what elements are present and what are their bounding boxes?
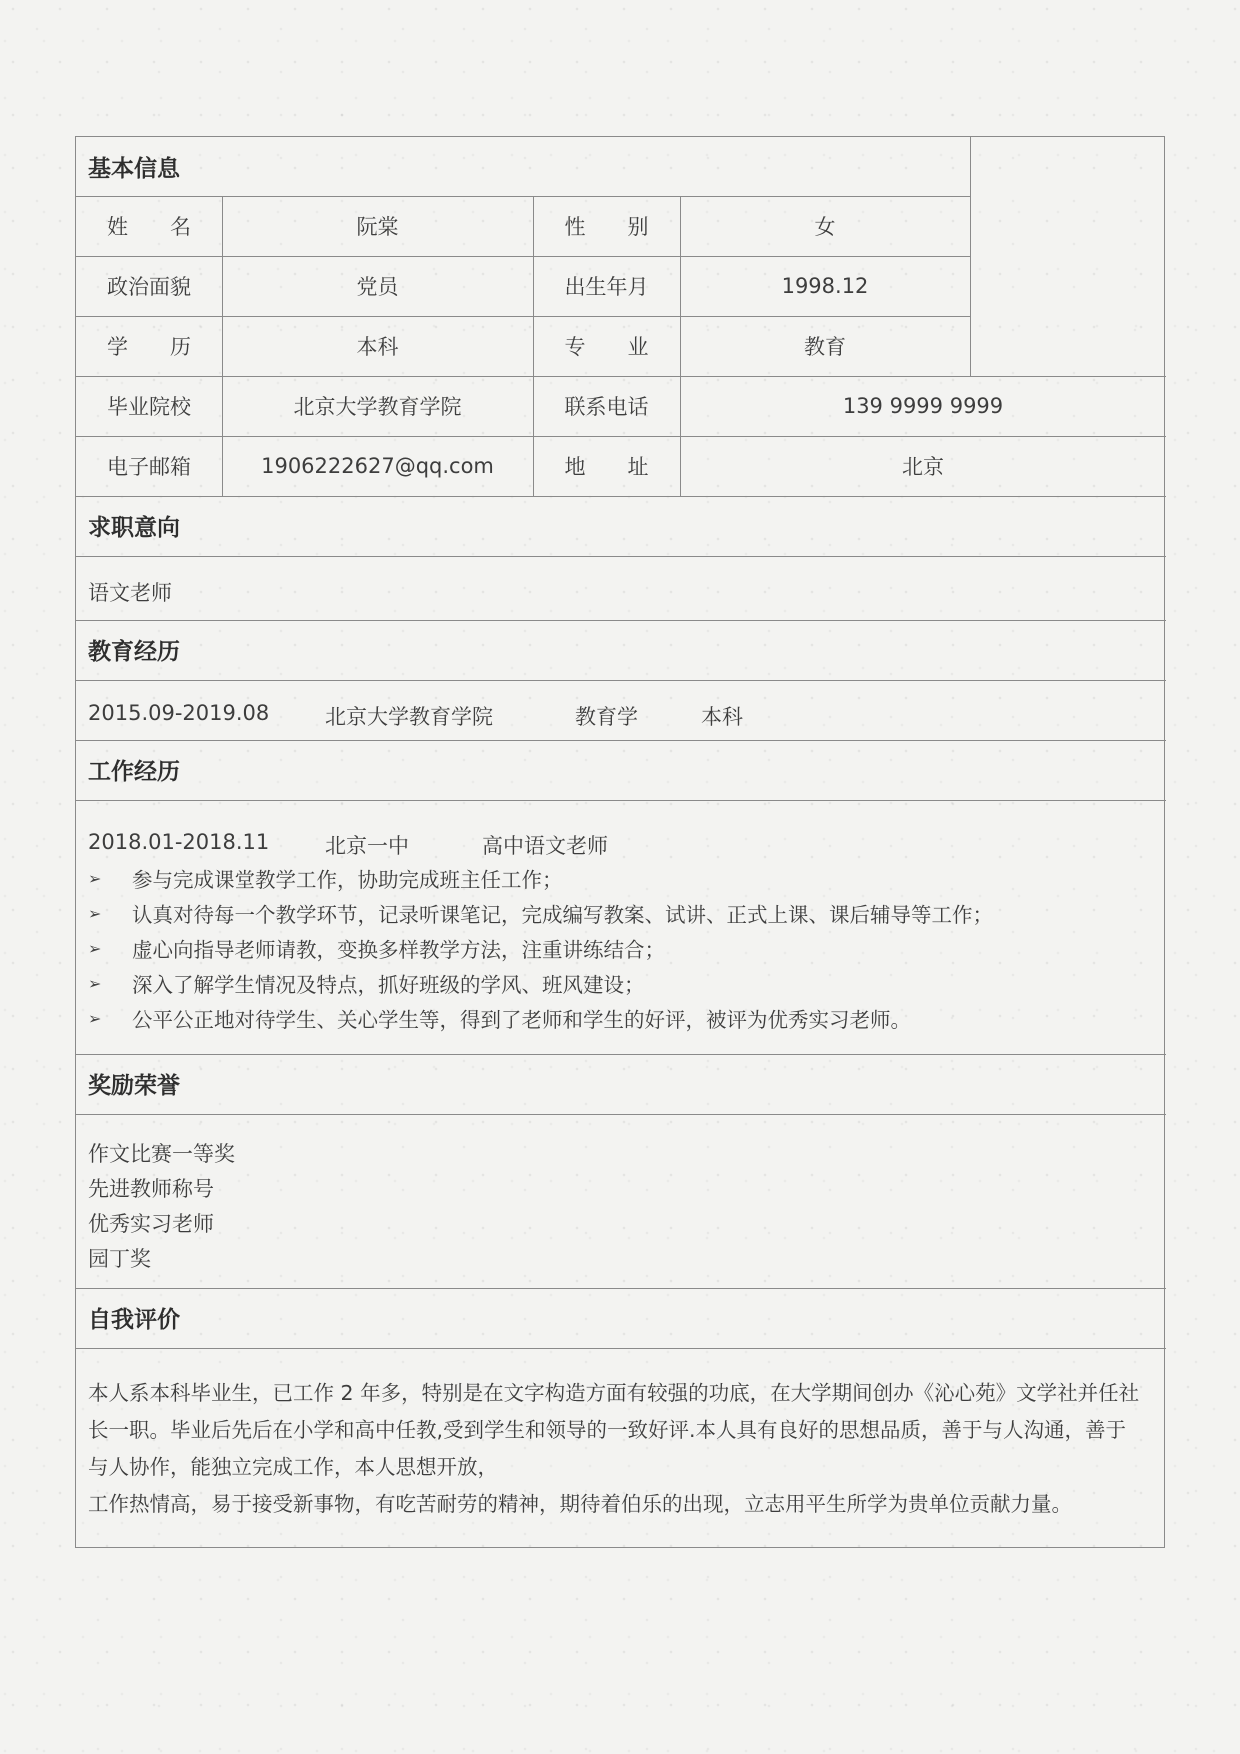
work-bullet	[88, 897, 993, 929]
section-title-self: 自我评价	[88, 1306, 180, 1333]
work-company: 北京一中	[325, 834, 409, 858]
label-name: 姓 名	[107, 215, 191, 239]
section-title-basic: 基本信息	[88, 155, 180, 182]
arrow-bullet-icon: ➢	[88, 938, 102, 958]
award-item: 先进教师称号	[88, 1177, 214, 1201]
work-bullet	[88, 1002, 911, 1034]
self-line: 工作热情高，易于接受新事物，有吃苦耐劳的精神，期待着伯乐的出现，立志用平生所学为贵单位贡献力量。	[88, 1492, 1072, 1516]
resume-sheet	[75, 136, 1165, 1548]
label-school: 毕业院校	[107, 395, 191, 419]
photo-box	[970, 137, 1164, 375]
value-political-status: 党员	[356, 275, 399, 299]
self-line: 与人协作，能独立完成工作，本人思想开放，	[88, 1455, 498, 1479]
work-bullet	[88, 862, 563, 894]
work-bullet-text: 参与完成课堂教学工作，协助完成班主任工作；	[132, 868, 563, 892]
section-title-education: 教育经历	[88, 638, 180, 665]
work-bullet-text: 认真对待每一个教学环节，记录听课笔记，完成编写教案、试讲、正式上课、课后辅导等工作；	[132, 903, 993, 927]
section-title-intent: 求职意向	[88, 514, 180, 541]
self-evaluation-text	[88, 1375, 1158, 1523]
label-address: 地 址	[564, 455, 649, 479]
value-gender: 女	[814, 215, 836, 239]
award-item: 作文比赛一等奖	[88, 1142, 235, 1166]
work-bullet-text: 公平公正地对待学生、关心学生等，得到了老师和学生的好评，被评为优秀实习老师。	[132, 1008, 911, 1032]
label-birth: 出生年月	[564, 275, 649, 299]
value-address: 北京	[902, 455, 944, 479]
label-gender: 性 别	[564, 215, 649, 239]
work-period: 2018.01-2018.11	[88, 830, 270, 854]
self-line: 本人系本科毕业生，已工作 2 年多，特别是在文字构造方面有较强的功底，在大学期间创办《沁心苑》文学社并任社	[88, 1381, 1140, 1405]
arrow-bullet-icon: ➢	[88, 973, 102, 993]
value-email: 1906222627@qq.com	[261, 454, 494, 478]
award-item: 优秀实习老师	[88, 1212, 214, 1236]
award-item: 园丁奖	[88, 1247, 151, 1271]
value-school: 北京大学教育学院	[293, 395, 462, 419]
value-phone: 139 9999 9999	[842, 394, 1004, 418]
education-period: 2015.09-2019.08	[88, 701, 270, 725]
intent-value: 语文老师	[88, 581, 172, 605]
value-education-level: 本科	[356, 335, 399, 359]
work-bullet	[88, 967, 645, 999]
arrow-bullet-icon: ➢	[88, 903, 102, 923]
work-bullet-text: 虚心向指导老师请教，变换多样教学方法，注重讲练结合；	[132, 938, 665, 962]
label-political-status: 政治面貌	[107, 275, 191, 299]
work-bullet	[88, 932, 665, 964]
value-name: 阮棠	[356, 215, 399, 239]
arrow-bullet-icon: ➢	[88, 1008, 102, 1028]
self-line: 长一职。毕业后先后在小学和高中任教,受到学生和领导的一致好评.本人具有良好的思想品质，善于与人沟通，善于	[88, 1418, 1127, 1442]
section-title-work: 工作经历	[88, 758, 180, 785]
education-school: 北京大学教育学院	[325, 705, 493, 729]
label-education-level: 学 历	[107, 335, 191, 359]
arrow-bullet-icon: ➢	[88, 868, 102, 888]
work-bullet-text: 深入了解学生情况及特点，抓好班级的学风、班风建设；	[132, 973, 645, 997]
section-title-awards: 奖励荣誉	[88, 1072, 180, 1099]
work-position: 高中语文老师	[482, 834, 608, 858]
value-major: 教育	[804, 335, 846, 359]
label-email: 电子邮箱	[107, 455, 191, 479]
education-degree: 本科	[701, 705, 743, 729]
label-phone: 联系电话	[564, 395, 649, 419]
value-birth: 1998.12	[781, 274, 869, 298]
label-major: 专 业	[564, 335, 649, 359]
education-major: 教育学	[575, 705, 638, 729]
